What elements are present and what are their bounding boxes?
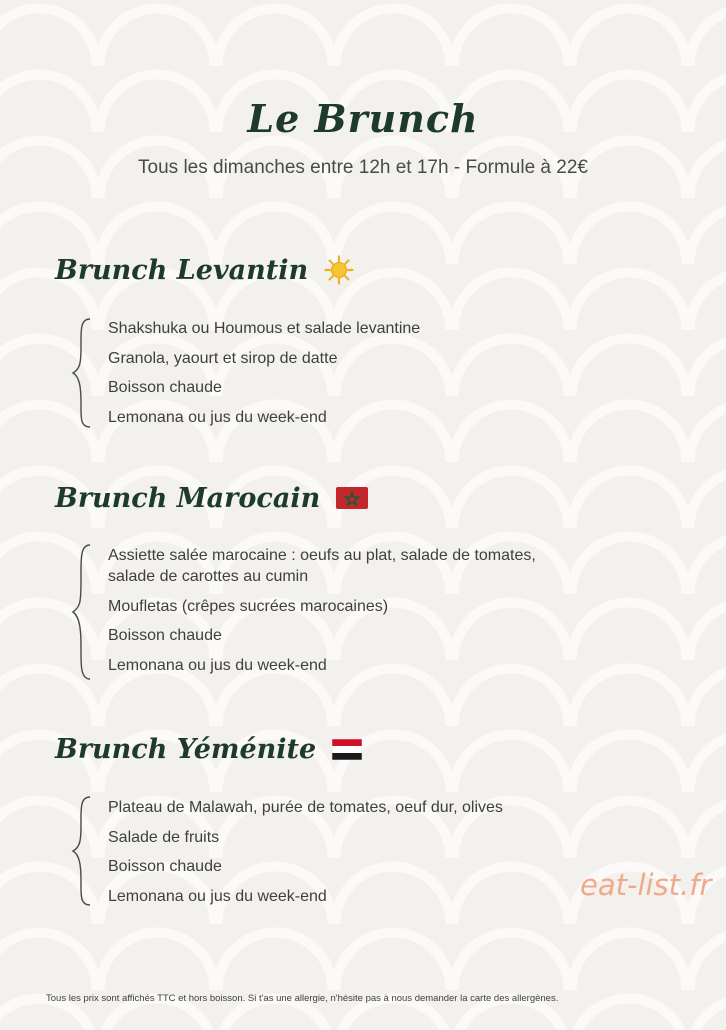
section-title-yemenite [55, 727, 362, 771]
section-items-marocain [108, 545, 536, 684]
section-title-text: Brunch Marocain [55, 482, 321, 514]
brace-icon [70, 317, 94, 429]
yemen-flag-icon [332, 739, 362, 760]
section-items-levantin [108, 318, 420, 436]
list-item: Lemonana ou jus du week-end [108, 656, 327, 674]
list-item: Lemonana ou jus du week-end [108, 887, 327, 905]
list-item: Boisson chaude [108, 858, 222, 875]
section-title-marocain [55, 476, 368, 520]
list-item: Plateau de Malawah, purée de tomates, oeuf dur, olives [108, 799, 503, 816]
watermark: eat-list.fr [580, 868, 712, 902]
list-item: Boisson chaude [108, 627, 222, 644]
page-subtitle: Tous les dimanches entre 12h et 17h - Formule à 22€ [138, 157, 588, 178]
section-title-text: Brunch Levantin [55, 254, 309, 286]
list-item: Boisson chaude [108, 379, 222, 396]
section-items-yemenite [108, 797, 503, 915]
footer-note: Tous les prix sont affichés TTC et hors boisson. Si t'as une allergie, n'hésite pas à nous demander la carte des allergènes. [46, 993, 559, 1004]
section-title-text: Brunch Yéménite [55, 733, 317, 765]
list-item: Assiette salée marocaine : oeufs au plat, salade de tomates, [108, 547, 536, 564]
morocco-flag-icon [336, 487, 368, 509]
sun-icon [324, 255, 354, 285]
list-item: Shakshuka ou Houmous et salade levantine [108, 320, 421, 337]
section-title-levantin [55, 248, 354, 292]
page-title: Le Brunch [247, 96, 479, 141]
list-item: Granola, yaourt et sirop de datte [108, 349, 338, 367]
brace-icon [70, 543, 94, 681]
list-item: Moufletas (crêpes sucrées marocaines) [108, 597, 389, 615]
list-item: salade de carottes au cumin [108, 568, 309, 585]
list-item: Salade de fruits [108, 828, 220, 846]
list-item: Lemonana ou jus du week-end [108, 408, 327, 426]
brace-icon [70, 795, 94, 907]
